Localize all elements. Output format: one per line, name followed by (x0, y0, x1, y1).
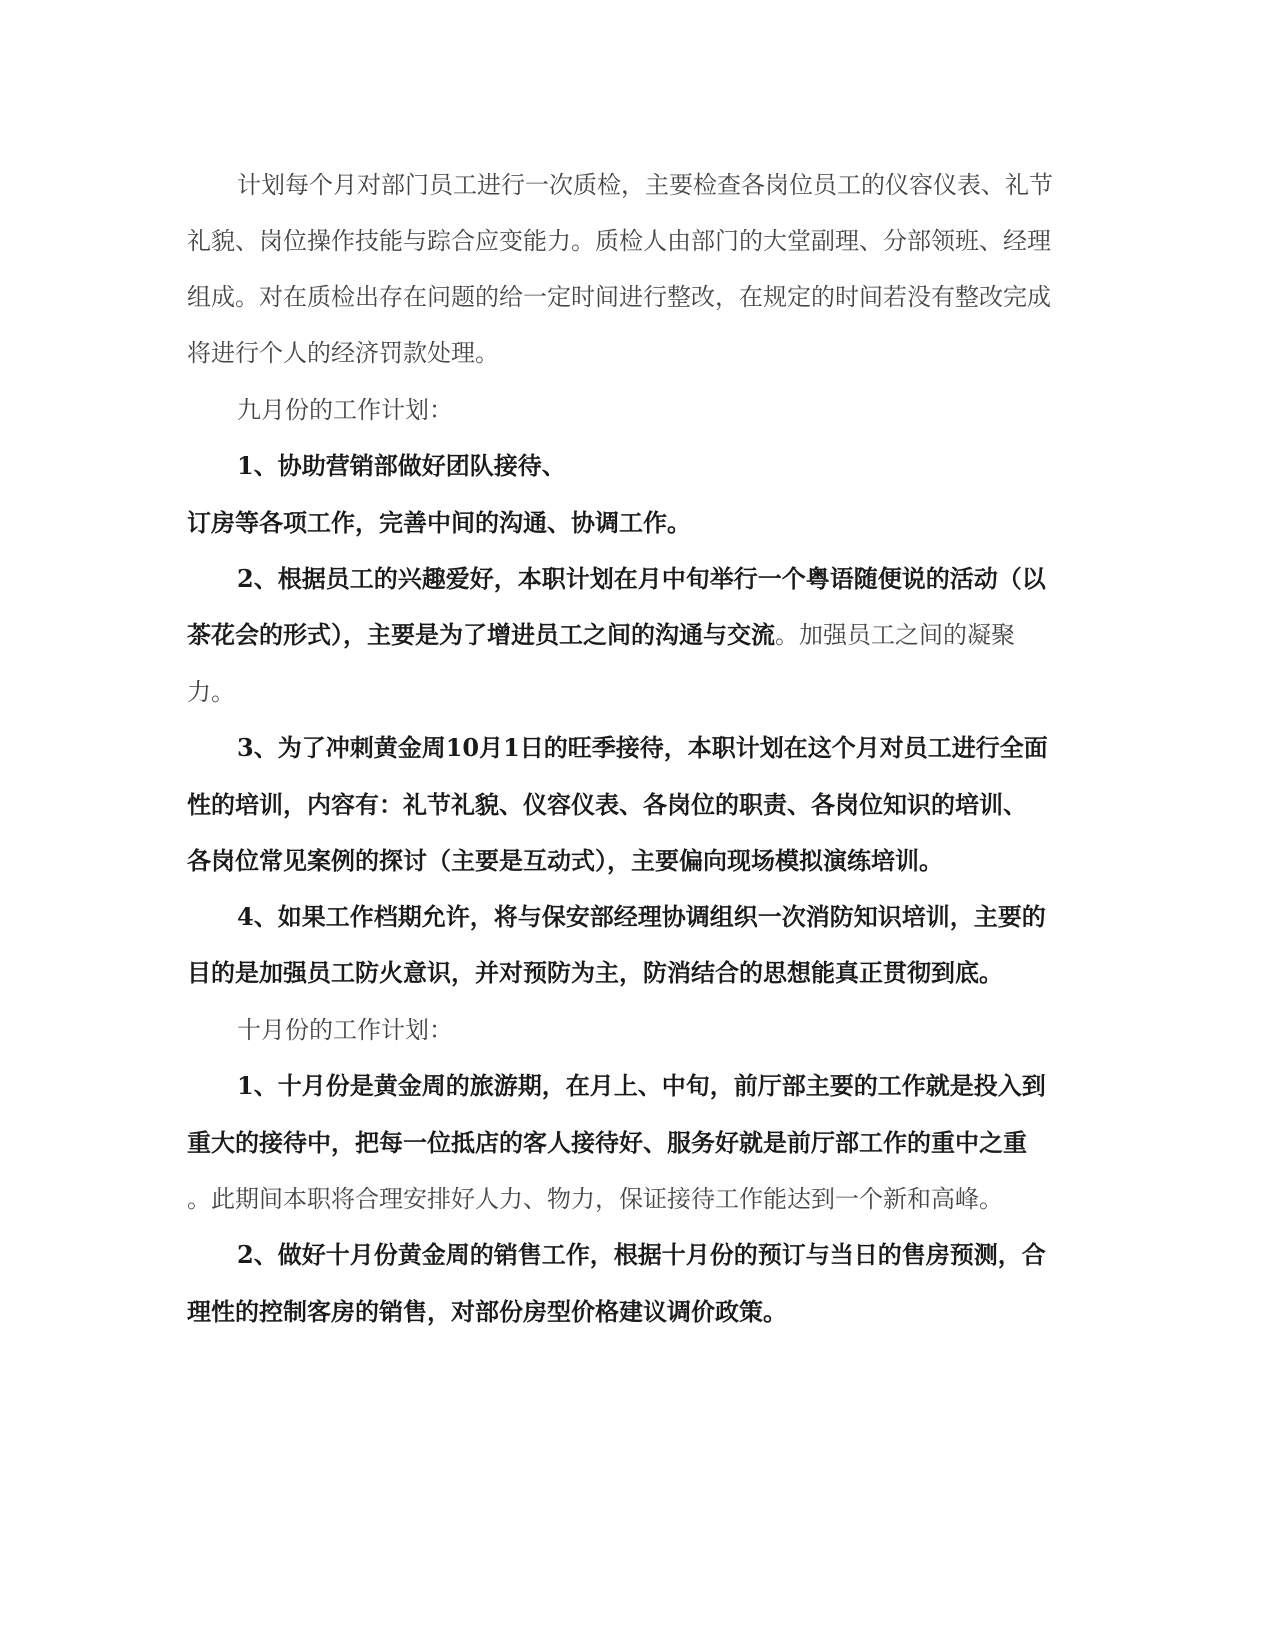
september-item-2-line-3: 力。 (187, 678, 235, 706)
september-item-4-line-1: 4、如果工作档期允许，将与保安部经理协调组织一次消防知识培训，主要的 (237, 902, 1046, 931)
october-item-1-line-3: 。此期间本职将合理安排好人力、物力，保证接待工作能达到一个新和高峰。 (187, 1185, 1003, 1213)
september-item-2-line-2-bold: 茶花会的形式），主要是为了增进员工之间的沟通与交流 (187, 620, 775, 649)
september-item-1-line-2: 订房等各项工作，完善中间的沟通、协调工作。 (187, 508, 691, 537)
september-item-3-line-3: 各岗位常见案例的探讨（主要是互动式），主要偏向现场模拟演练培训。 (187, 846, 943, 875)
september-item-4-line-2: 目的是加强员工防火意识，并对预防为主，防消结合的思想能真正贯彻到底。 (187, 958, 1003, 987)
september-item-2-line-2-regular: 。加强员工之间的凝聚 (775, 621, 1015, 649)
october-item-2-line-2: 理性的控制客房的销售，对部份房型价格建议调价政策。 (187, 1297, 787, 1326)
september-plan-heading: 九月份的工作计划： (237, 396, 453, 424)
september-item-3-line-1: 3、为了冲刺黄金周10月1日的旺季接待，本职计划在这个月对员工进行全面 (237, 733, 1048, 762)
september-item-2-line-2 (187, 620, 1015, 650)
october-item-1-line-1: 1、十月份是黄金周的旅游期，在月上、中旬，前厅部主要的工作就是投入到 (237, 1071, 1046, 1100)
october-item-1-line-2: 重大的接待中，把每一位抵店的客人接待好、服务好就是前厅部工作的重中之重 (187, 1128, 1027, 1157)
september-item-3-line-2: 性的培训，内容有：礼节礼貌、仪容仪表、各岗位的职责、各岗位知识的培训、 (187, 790, 1027, 819)
october-item-2-line-1: 2、做好十月份黄金周的销售工作，根据十月份的预订与当日的售房预测，合 (237, 1240, 1046, 1269)
october-plan-heading: 十月份的工作计划： (237, 1016, 453, 1044)
september-item-2-line-1: 2、根据员工的兴趣爱好，本职计划在月中旬举行一个粤语随便说的活动（以 (237, 564, 1046, 593)
paragraph-quality-check-line-4: 将进行个人的经济罚款处理。 (187, 339, 499, 367)
paragraph-quality-check-line-1: 计划每个月对部门员工进行一次质检，主要检查各岗位员工的仪容仪表、礼节 (237, 171, 1053, 199)
paragraph-quality-check-line-2: 礼貌、岗位操作技能与踪合应变能力。质检人由部门的大堂副理、分部领班、经理 (187, 227, 1051, 255)
september-item-1-line-1: 1、协助营销部做好团队接待、 (237, 451, 566, 480)
paragraph-quality-check-line-3: 组成。对在质检出存在问题的给一定时间进行整改，在规定的时间若没有整改完成 (187, 283, 1051, 311)
